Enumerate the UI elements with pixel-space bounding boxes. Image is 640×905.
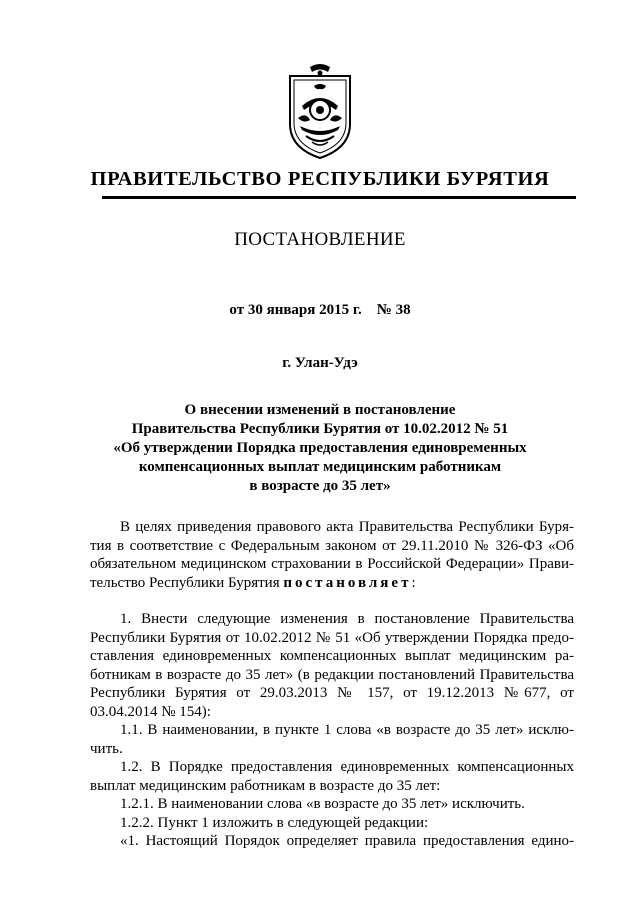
item-1-line: 1. Внести следующие изменения в постановление Правительства bbox=[120, 611, 574, 627]
quoted-item-line: «1. Настоящий Порядок определяет правила предоставления едино- bbox=[120, 833, 574, 849]
preamble-line: В целях приведения правового акта Правительства Республики Буря- bbox=[120, 519, 574, 535]
preamble-line: тия в соответствие с Федеральным законом от 29.11.2010 № 326-ФЗ «Об bbox=[90, 537, 574, 554]
item-1-2-1-line: 1.2.1. В наименовании слова «в возрасте до 35 лет» исключить. bbox=[120, 796, 525, 812]
item-1-line: Республики Бурятия от 29.03.2013 № 157, от 19.12.2013 №677, от bbox=[90, 685, 574, 701]
preamble-line: обязательном медицинском страховании в Российской Федерации» Прави- bbox=[90, 556, 574, 572]
subject-line: в возрасте до 35 лет» bbox=[249, 478, 391, 494]
preamble-line bbox=[90, 574, 574, 593]
government-title: ПРАВИТЕЛЬСТВО РЕСПУБЛИКИ БУРЯТИЯ bbox=[90, 168, 550, 190]
item-1-line: ставления единовременных компенсационных выплат медицинским ра- bbox=[90, 648, 574, 664]
item-1-1-line: чить. bbox=[90, 740, 123, 757]
preamble-text: тельство Республики Бурятия bbox=[90, 574, 284, 591]
document-body bbox=[90, 518, 574, 851]
item-1-line: Республики Бурятия от 10.02.2012 № 51 «Об утверждении Порядка предо- bbox=[90, 629, 574, 646]
document-subject bbox=[90, 401, 550, 496]
preamble-colon: : bbox=[411, 574, 416, 591]
item-1-line: ботникам в возрасте до 35 лет» (в редакции постановлений Правительства bbox=[90, 666, 574, 683]
subject-line: О внесении изменений в постановление bbox=[184, 402, 456, 418]
title-divider bbox=[102, 196, 576, 199]
subject-line: Правительства Республики Бурятия от 10.02.2012 № 51 bbox=[131, 421, 509, 437]
item-1-2-line: 1.2. В Порядке предоставления единовременных компенсационных bbox=[120, 759, 574, 775]
item-1-1-line: 1.1. В наименовании, в пункте 1 слова «в возрасте до 35 лет» исклю- bbox=[120, 722, 574, 738]
subject-line: компенсационных выплат медицинским работникам bbox=[138, 459, 502, 475]
buryatia-coat-of-arms-icon bbox=[284, 62, 356, 160]
item-1-2-2-line: 1.2.2. Пункт 1 изложить в следующей редакции: bbox=[120, 814, 429, 831]
resolves-keyword: постановляет bbox=[283, 574, 412, 591]
document-date-number: от 30 января 2015 г. № 38 bbox=[229, 302, 411, 318]
item-1-2-line: выплат медицинским работникам в возрасте до 35 лет: bbox=[90, 777, 441, 794]
subject-line: «Об утверждении Порядка предоставления единовременных bbox=[113, 440, 527, 456]
document-city: г. Улан-Удэ bbox=[282, 355, 358, 371]
document-type: ПОСТАНОВЛЕНИЕ bbox=[234, 229, 406, 250]
item-1-line: 03.04.2014 № 154): bbox=[90, 703, 211, 720]
